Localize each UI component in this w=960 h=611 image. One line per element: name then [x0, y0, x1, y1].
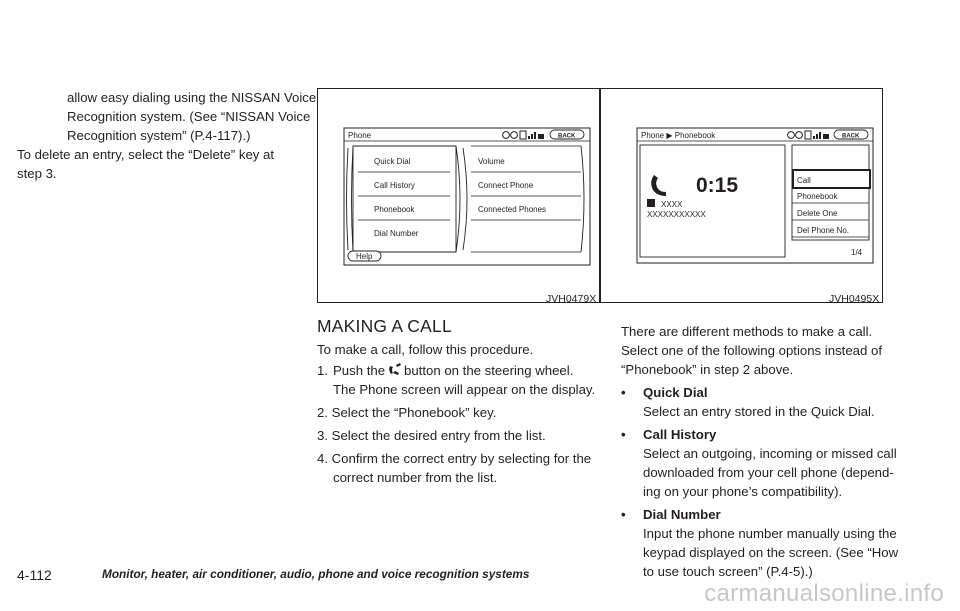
- menu-item-dial-number[interactable]: Dial Number: [374, 229, 419, 238]
- menu-item-delete-one[interactable]: Delete One: [797, 209, 838, 218]
- figure-caption: JVH0479X: [546, 293, 597, 305]
- menu-item-call-history[interactable]: Call History: [374, 181, 415, 190]
- intro-text: To make a call, follow this procedure.: [317, 342, 534, 357]
- step-text: Push the: [333, 363, 386, 378]
- option-text: keypad displayed on the screen. (See “How: [643, 545, 899, 560]
- call-timer: 0:15: [696, 174, 739, 197]
- step-text: correct number from the list.: [333, 470, 498, 485]
- page-number: 4-112: [17, 567, 52, 583]
- page-indicator: 1/4: [851, 248, 863, 257]
- phone-menu-screen: [317, 88, 600, 303]
- menu-item-call[interactable]: Call: [797, 176, 811, 185]
- figure-phonebook-call: [600, 88, 883, 303]
- bullet: •: [621, 427, 626, 442]
- bullet: •: [621, 507, 626, 522]
- step-text: 3. Select the desired entry from the list.: [317, 428, 546, 443]
- col3-line: “Phonebook” in step 2 above.: [621, 362, 794, 377]
- menu-item-volume[interactable]: Volume: [478, 157, 505, 166]
- menu-item-connected-phones[interactable]: Connected Phones: [478, 205, 547, 214]
- option-text: Select an outgoing, incoming or missed call: [643, 446, 897, 461]
- menu-item-quick-dial[interactable]: Quick Dial: [374, 157, 411, 166]
- bullet: •: [621, 385, 626, 400]
- step-text: The Phone screen will appear on the display.: [333, 382, 596, 397]
- contact-name: XXXX: [661, 200, 683, 209]
- menu-item-del-phone-no[interactable]: Del Phone No.: [797, 226, 850, 235]
- menu-item-connect-phone[interactable]: Connect Phone: [478, 181, 534, 190]
- contact-number: XXXXXXXXXXX: [647, 210, 706, 219]
- step-text: 2. Select the “Phonebook” key.: [317, 405, 497, 420]
- section-heading: MAKING A CALL: [317, 316, 452, 336]
- back-label: BACK: [558, 133, 576, 140]
- screen-title: Phone: [348, 131, 372, 140]
- option-title: Dial Number: [643, 507, 721, 522]
- back-label: BACK: [842, 133, 860, 140]
- phonebook-call-screen: [600, 88, 883, 303]
- option-text: downloaded from your cell phone (depend-: [643, 465, 894, 480]
- option-title: Quick Dial: [643, 385, 708, 400]
- watermark: carmanualsonline.info: [704, 580, 944, 607]
- option-text: Input the phone number manually using the: [643, 526, 897, 541]
- menu-item-phonebook[interactable]: Phonebook: [797, 192, 838, 201]
- figure-caption: JVH0495X: [829, 293, 880, 305]
- option-text: to use touch screen” (P.4-5).): [643, 564, 813, 579]
- option-text: Select an entry stored in the Quick Dial.: [643, 404, 875, 419]
- col1-line: step 3.: [17, 166, 57, 181]
- option-text: ing on your phone’s compatibility).: [643, 484, 843, 499]
- screen-title: Phone ▶ Phonebook: [641, 131, 716, 140]
- col1-line: To delete an entry, select the “Delete” key at: [17, 147, 275, 162]
- running-footer-title: Monitor, heater, air conditioner, audio, phone and voice recognition systems: [102, 567, 530, 581]
- option-title: Call History: [643, 427, 717, 442]
- col3-line: Select one of the following options instead of: [621, 343, 882, 358]
- col1-line: allow easy dialing using the NISSAN Voice: [67, 90, 317, 105]
- col1-line: Recognition system” (P.4-117).): [67, 128, 251, 143]
- col1-line: Recognition system. (See “NISSAN Voice: [67, 109, 311, 124]
- steering-phone-icon: [387, 362, 403, 378]
- contact-icon: [647, 199, 655, 207]
- figure-phone-menu: [317, 88, 600, 303]
- menu-item-phonebook[interactable]: Phonebook: [374, 205, 415, 214]
- help-label: Help: [356, 252, 373, 261]
- step-text: button on the steering wheel.: [404, 363, 574, 378]
- step-number: 1.: [317, 363, 328, 378]
- col3-line: There are different methods to make a call.: [621, 324, 873, 339]
- step-text: 4. Confirm the correct entry by selecting for the: [317, 451, 592, 466]
